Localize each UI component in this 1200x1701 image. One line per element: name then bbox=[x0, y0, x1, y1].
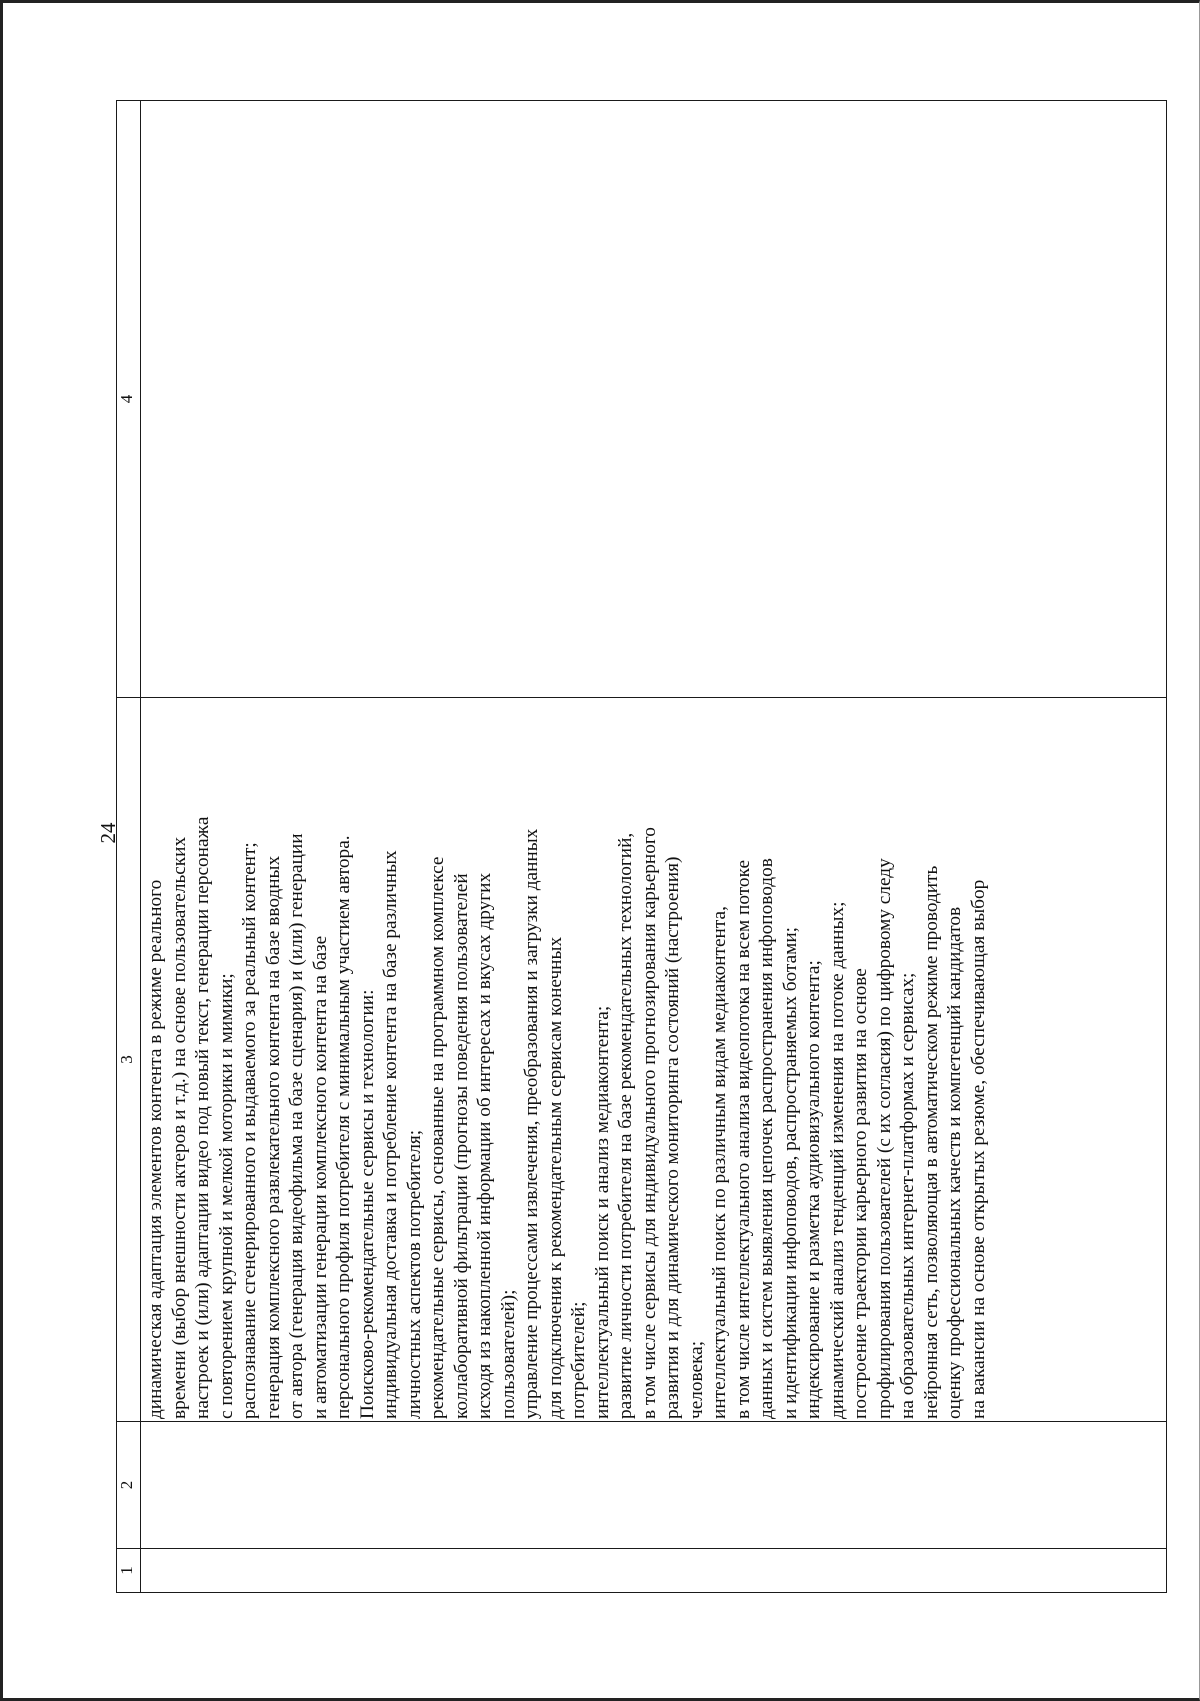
text-line: индексирование и разметка аудиовизуального контента; bbox=[803, 960, 824, 1419]
text-line: и идентификации инфоповодов, распространяемых ботами; bbox=[779, 926, 801, 1419]
cell-col-2 bbox=[141, 1422, 1167, 1549]
text-line: потребителей; bbox=[568, 1301, 589, 1419]
text-line: Поисково-рекомендательные сервисы и технологии: bbox=[356, 989, 378, 1419]
text-line: персонального профиля потребителя с минимальным участием автора. bbox=[333, 835, 354, 1419]
text-line: на вакансии на основе открытых резюме, обеспечивающая выбор bbox=[967, 879, 989, 1419]
text-line: и автоматизации генерации комплексного контента на базе bbox=[309, 935, 331, 1419]
cell-col-4 bbox=[141, 101, 1167, 698]
text-line: индивидуальная доставка и потребление контента на базе различных bbox=[380, 850, 401, 1419]
text-line: для подключения к рекомендательным сервисам конечных bbox=[544, 936, 566, 1419]
text-line: генерация комплексного развлекательного контента на базе вводных bbox=[262, 855, 284, 1419]
text-line: оценку профессиональных качеств и компетенций кандидатов bbox=[944, 906, 965, 1419]
page-number: 24 bbox=[96, 822, 120, 844]
column-header-2: 2 bbox=[117, 1422, 141, 1549]
text-line: человека; bbox=[685, 1340, 707, 1419]
text-line: в том числе интеллектуального анализа видеопотока на всем потоке bbox=[732, 859, 754, 1419]
text-line: нейронная сеть, позволяющая в автоматическом режиме проводить bbox=[920, 865, 942, 1419]
text-line: от автора (генерация видеофильма на базе сценария) и (или) генерации bbox=[286, 833, 307, 1419]
text-line: динамический анализ тенденций изменения на потоке данных; bbox=[826, 901, 848, 1419]
text-line: пользователей); bbox=[497, 1289, 519, 1419]
table-header-row bbox=[117, 101, 141, 1593]
table-row bbox=[141, 101, 1167, 1593]
cell-col-3-text bbox=[141, 698, 990, 1421]
text-line: профилирования пользователей (с их согласия) по цифровому следу bbox=[873, 858, 895, 1419]
content-table bbox=[116, 100, 1167, 1593]
text-line: динамическая адаптация элементов контента в режиме реального bbox=[145, 879, 166, 1419]
text-line: рекомендательные сервисы, основанные на программном комплексе bbox=[427, 856, 448, 1419]
text-line: развитие личности потребителя на базе рекомендательных технологий, bbox=[615, 832, 636, 1419]
text-line: в том числе сервисы для индивидуального прогнозирования карьерного bbox=[638, 827, 660, 1419]
text-line: настроек и (или) адаптации видео под новый текст, генерации персонажа bbox=[192, 816, 213, 1419]
text-line: построение траектории карьерного развития на основе bbox=[850, 968, 871, 1419]
text-line: управление процессами извлечения, преобразования и загрузки данных bbox=[521, 828, 542, 1419]
text-line: с повторением крупной и мелкой моторики и мимики; bbox=[215, 973, 237, 1419]
column-header-4: 4 bbox=[117, 101, 141, 698]
text-line: коллаборативной фильтрации (прогнозы поведения пользователей bbox=[450, 873, 472, 1419]
text-line: интеллектуальный поиск и анализ медиаконтента; bbox=[591, 1005, 613, 1419]
text-line: интеллектуальный поиск по различным видам медиаконтента, bbox=[709, 906, 730, 1419]
text-line: данных и систем выявления цепочек распространения инфоповодов bbox=[756, 858, 777, 1419]
column-header-3: 3 bbox=[117, 698, 141, 1422]
column-header-1: 1 bbox=[117, 1549, 141, 1593]
text-line: исходя из накопленной информации об интересах и вкусах других bbox=[474, 872, 495, 1419]
text-line: распознавание сгенерированного и выдаваемого за реальный контент; bbox=[239, 842, 260, 1419]
text-line: времени (выбор внешности актеров и т.д.) на основе пользовательских bbox=[168, 836, 190, 1419]
text-line: развития и для динамического мониторинга состояний (настроения) bbox=[662, 856, 683, 1419]
cell-col-3 bbox=[141, 698, 1167, 1422]
text-line: личностных аспектов потребителя; bbox=[403, 1129, 425, 1419]
cell-col-1 bbox=[141, 1549, 1167, 1593]
text-line: на образовательных интернет-платформах и сервисах; bbox=[897, 972, 918, 1419]
